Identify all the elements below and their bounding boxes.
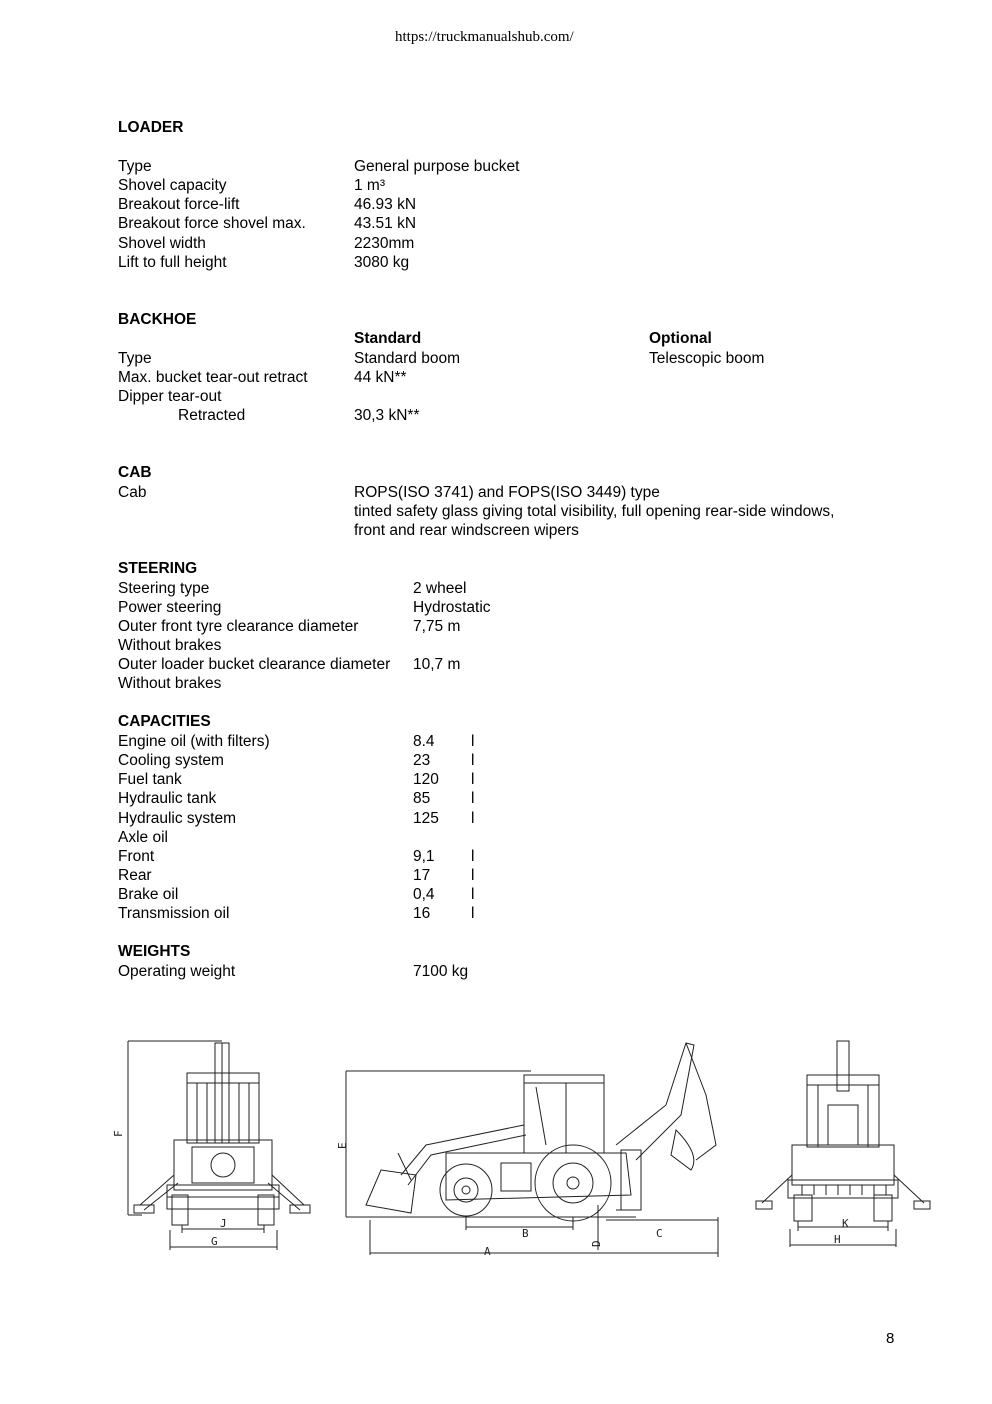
spec-unit: l [471, 886, 475, 903]
spec-value: front and rear windscreen wipers [354, 522, 579, 539]
spec-label: Brake oil [118, 886, 179, 903]
spec-value: Standard boom [354, 350, 460, 367]
spec-value: 8.4 [413, 733, 435, 750]
spec-value: ROPS(ISO 3741) and FOPS(ISO 3449) type [354, 484, 660, 501]
dimension-label-h: H [834, 1233, 841, 1246]
dimension-label-k: K [842, 1217, 849, 1230]
spec-value: Telescopic boom [649, 350, 765, 367]
backhoe-heading: BACKHOE [118, 311, 197, 328]
spec-label: Hydraulic tank [118, 790, 217, 807]
spec-label: Front [118, 848, 155, 865]
spec-value: 2 wheel [413, 580, 467, 597]
spec-label: Cab [118, 484, 147, 501]
spec-label: Engine oil (with filters) [118, 733, 270, 750]
spec-unit: l [471, 790, 475, 807]
spec-value: 7,75 m [413, 618, 461, 635]
spec-value: 10,7 m [413, 656, 461, 673]
spec-value: 46.93 kN [354, 196, 417, 213]
spec-label: Power steering [118, 599, 222, 616]
spec-label: Rear [118, 867, 152, 884]
spec-label: Without brakes [118, 637, 222, 654]
dimension-label-f: F [112, 1130, 125, 1137]
spec-label: Transmission oil [118, 905, 230, 922]
spec-value: 1 m³ [354, 177, 385, 194]
spec-value: 44 kN** [354, 369, 407, 386]
spec-unit: l [471, 810, 475, 827]
spec-label: Breakout force shovel max. [118, 215, 306, 232]
spec-label: Steering type [118, 580, 210, 597]
spec-label: Cooling system [118, 752, 224, 769]
side-view-diagram [336, 1035, 728, 1260]
spec-value: 23 [413, 752, 431, 769]
spec-label: Retracted [178, 407, 246, 424]
spec-label: Breakout force-lift [118, 196, 240, 213]
dimension-label-g: G [211, 1235, 218, 1248]
spec-value: 16 [413, 905, 431, 922]
spec-label: Lift to full height [118, 254, 227, 271]
spec-label: Without brakes [118, 675, 222, 692]
spec-value: 43.51 kN [354, 215, 417, 232]
rear-view-diagram [752, 1035, 938, 1255]
spec-unit: l [471, 905, 475, 922]
spec-value: 30,3 kN** [354, 407, 420, 424]
front-view-diagram [112, 1035, 332, 1260]
spec-value: 3080 kg [354, 254, 410, 271]
spec-value: General purpose bucket [354, 158, 520, 175]
spec-value: 9,1 [413, 848, 435, 865]
spec-label: Outer loader bucket clearance diameter [118, 656, 391, 673]
spec-unit: l [471, 752, 475, 769]
spec-label: Axle oil [118, 829, 168, 846]
spec-label: Fuel tank [118, 771, 182, 788]
spec-value: 120 [413, 771, 439, 788]
spec-unit: l [471, 733, 475, 750]
steering-heading: STEERING [118, 560, 198, 577]
capacities-heading: CAPACITIES [118, 713, 211, 730]
dimension-label-e: E [336, 1142, 349, 1149]
spec-value: 7100 kg [413, 963, 469, 980]
spec-value: tinted safety glass giving total visibility, full opening rear-side windows, [354, 503, 835, 520]
backhoe-col-optional: Optional [649, 330, 712, 347]
spec-value: 125 [413, 810, 439, 827]
loader-heading: LOADER [118, 119, 184, 136]
spec-value: Hydrostatic [413, 599, 491, 616]
spec-unit: l [471, 848, 475, 865]
page-number: 8 [886, 1330, 895, 1347]
spec-label: Hydraulic system [118, 810, 236, 827]
spec-value: 2230mm [354, 235, 415, 252]
header-url: https://truckmanualshub.com/ [395, 29, 574, 45]
backhoe-col-standard: Standard [354, 330, 422, 347]
dimension-label-d: D [590, 1240, 603, 1247]
weights-heading: WEIGHTS [118, 943, 191, 960]
spec-label: Shovel width [118, 235, 206, 252]
spec-label: Max. bucket tear-out retract [118, 369, 308, 386]
dimension-label-c: C [656, 1227, 663, 1240]
spec-label: Type [118, 350, 152, 367]
dimension-label-j: J [220, 1217, 227, 1230]
spec-value: 0,4 [413, 886, 435, 903]
dimension-label-b: B [522, 1227, 529, 1240]
spec-value: 17 [413, 867, 431, 884]
spec-label: Shovel capacity [118, 177, 227, 194]
dimension-label-a: A [484, 1245, 491, 1258]
spec-unit: l [471, 771, 475, 788]
cab-heading: CAB [118, 464, 152, 481]
spec-label: Type [118, 158, 152, 175]
spec-label: Outer front tyre clearance diameter [118, 618, 359, 635]
spec-value: 85 [413, 790, 431, 807]
spec-label: Operating weight [118, 963, 236, 980]
spec-label: Dipper tear-out [118, 388, 222, 405]
spec-unit: l [471, 867, 475, 884]
